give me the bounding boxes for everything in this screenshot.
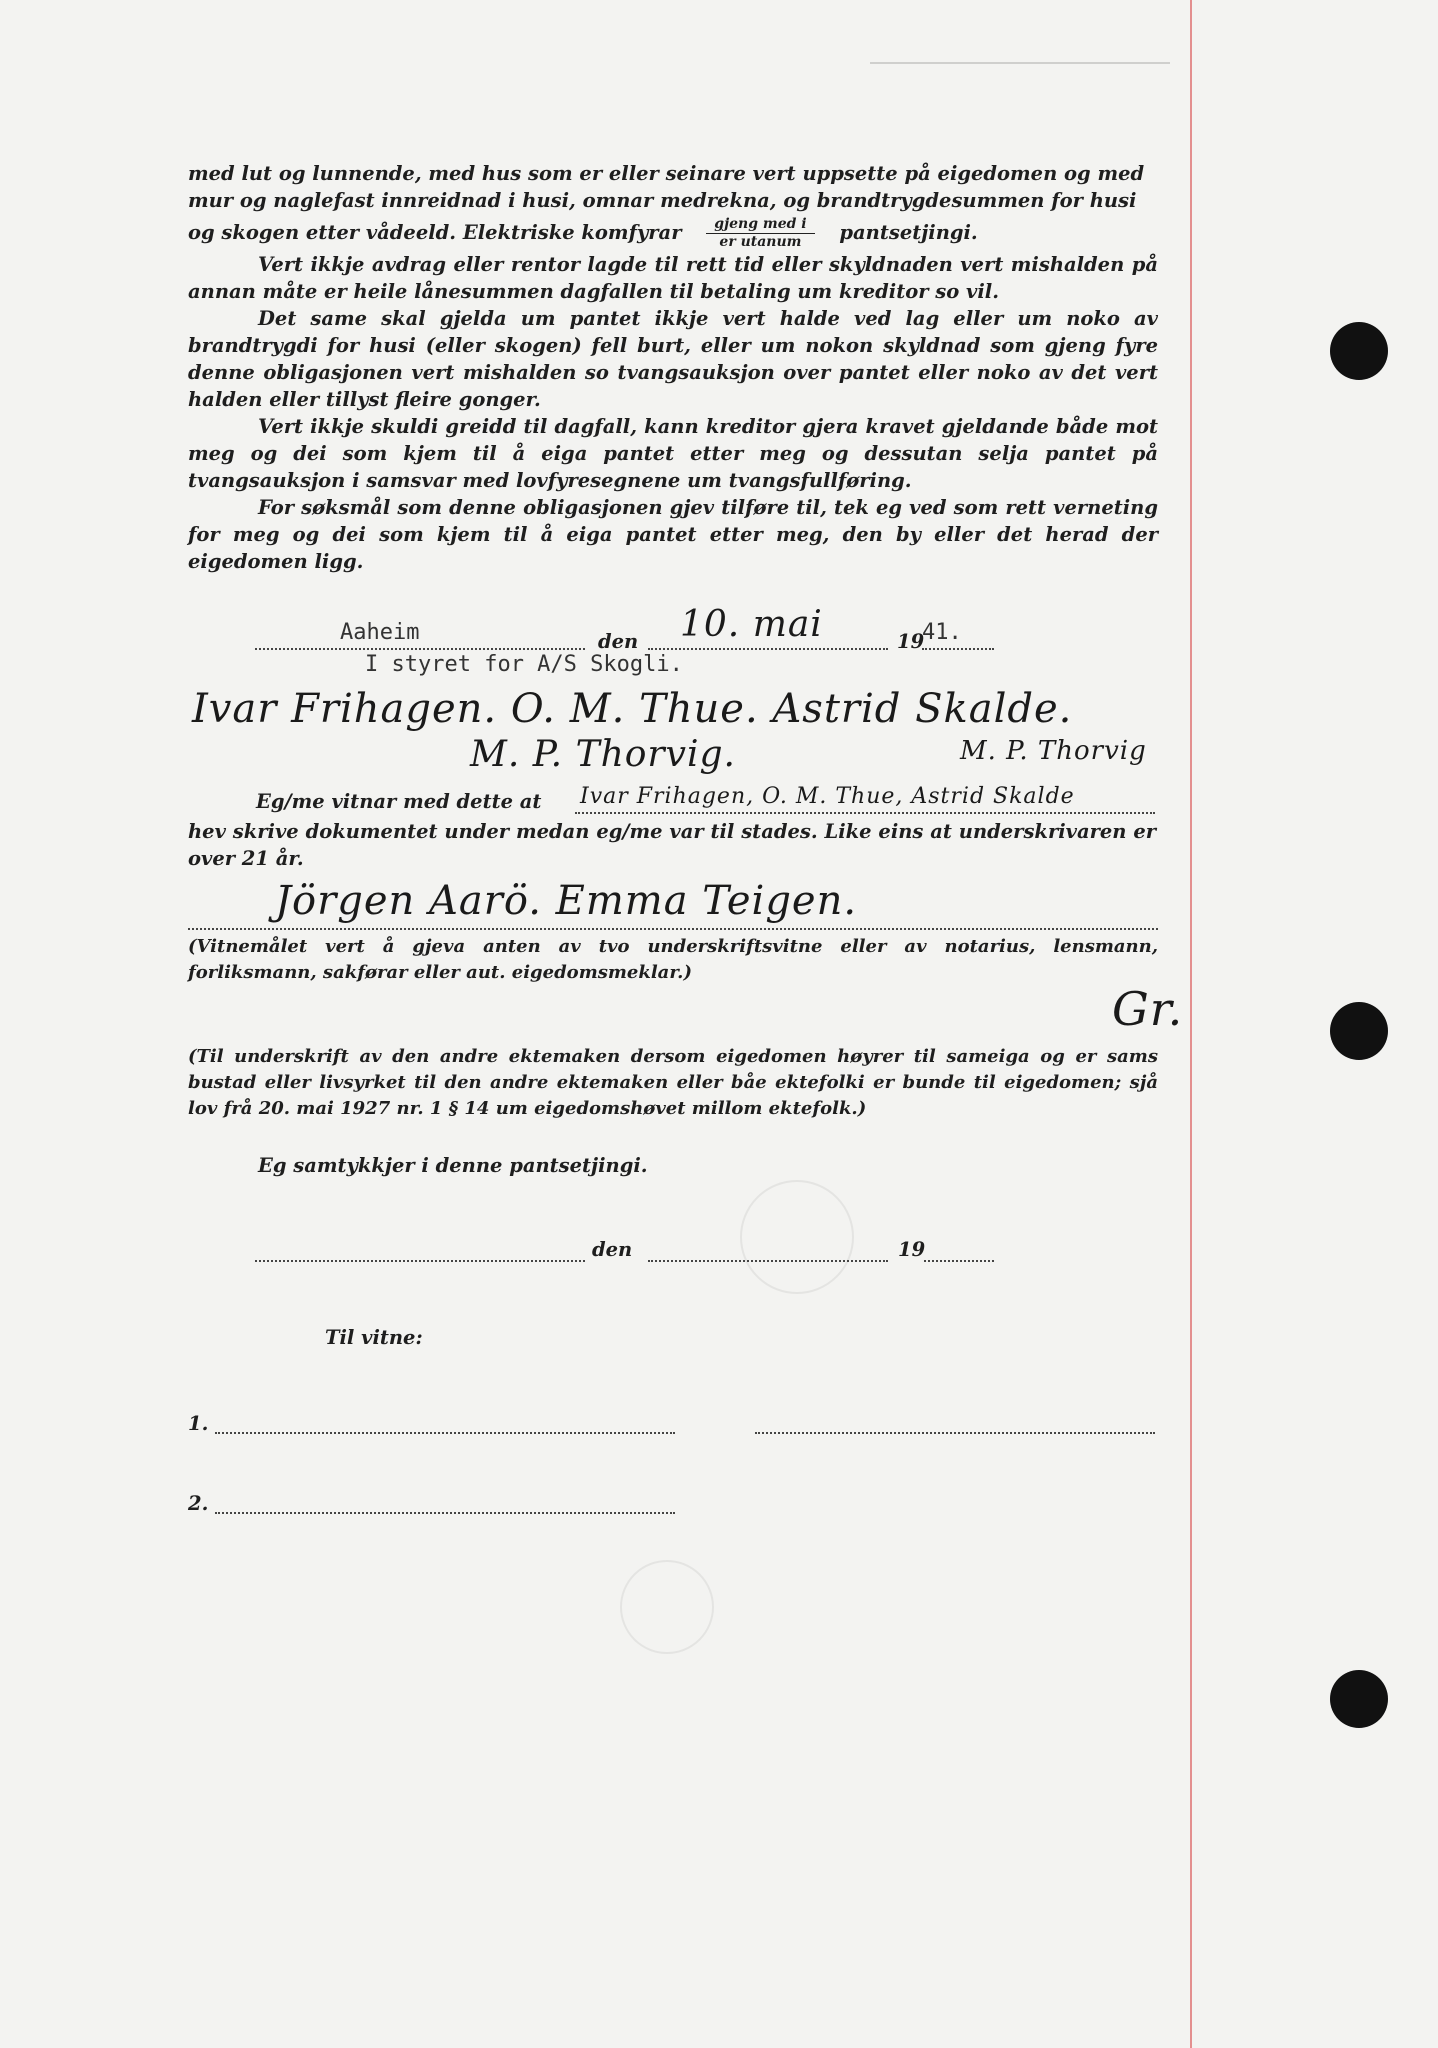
place-dotted-line — [255, 648, 585, 650]
witness-item-1-line-left — [215, 1432, 675, 1434]
witness-item-1-line-right — [755, 1432, 1155, 1434]
year-dotted-line — [922, 648, 994, 650]
year-prefix: 19 — [897, 630, 925, 653]
witness-text-start: Eg/me vitnar med dette at — [256, 790, 542, 813]
year-suffix: 41. — [922, 620, 962, 645]
consent-place-dotted-line — [255, 1260, 585, 1262]
spouse-note: (Til underskrift av den andre ektemaken dersom eigedomen høyrer til sameiga og er sams bustad eller livsyrket til den andre ektemaken eller båe ektefolki er bunde til eigedomen; sjå lov frå 20. mai 1927 nr. 1 § 14 um eigedomshøvet millom ektefolk.) — [188, 1046, 1158, 1119]
witness-item-1-number: 1. — [188, 1412, 209, 1435]
document-body — [188, 160, 1158, 575]
ghost-stamp-2 — [620, 1560, 714, 1654]
fraction-top: gjeng med i — [706, 216, 814, 234]
paragraph-default: Vert ikkje avdrag eller rentor lagde til rett tid eller skyldnaden vert mishalden på annan måte er heile lånesummen dagfallen til betaling um kreditor so vil. — [188, 253, 1158, 303]
paragraph-insurance: Det same skal gjelda um pantet ikkje vert halde ved lag eller um noko av brandtrygdi for husi (eller skogen) fell burt, eller um nokon skyldnad som gjeng fyre denne obligasjonen vert mishalden so tvangsauksjon over pantet eller noko av det vert halden eller tillyst fleire gonger. — [188, 307, 1158, 411]
witness-text-rest-block — [188, 818, 1156, 872]
body-line-2: mur og naglefast innreidnad i husi, omnar medrekna, og brandtrygdesummen for husi — [188, 189, 1137, 212]
witness-text-rest: hev skrive dokumentet under medan eg/me var til stades. Like eins at underskrivaren er over 21 år. — [188, 820, 1156, 870]
fraction-bottom: er utanum — [719, 234, 802, 250]
paragraph-collection: Vert ikkje skuldi greidd til dagfall, kann kreditor gjera kravet gjeldande både mot meg og dei som kjem til å eiga pantet etter meg og dessutan selja pantet på tvangsauksjon i samsvar med lovfyresegnene um tvangsfullføring. — [188, 415, 1158, 492]
faint-header-mark — [870, 62, 1170, 70]
witness-note: (Vitnemålet vert å gjeva anten av tvo underskriftsvitne eller av notarius, lensmann, forliksmann, sakførar eller aut. eigedomsmeklar.) — [188, 936, 1158, 983]
den-label: den — [598, 630, 639, 653]
punch-hole-middle — [1330, 1002, 1388, 1060]
witness-signature-dotted-line — [188, 928, 1158, 930]
signature-line-2: M. P. Thorvig. — [470, 734, 736, 775]
witness-dotted-line — [575, 812, 1155, 814]
consent-year-dotted-line — [924, 1260, 994, 1262]
consent-text: Eg samtykkjer i denne pantsetjingi. — [258, 1154, 648, 1177]
witness-item-2-line-left — [215, 1512, 675, 1514]
punch-hole-bottom — [1330, 1670, 1388, 1728]
body-line-3 — [188, 216, 1158, 251]
paragraph-venue: For søksmål som denne obligasjonen gjev tilføre til, tek eg ved som rett verneting for meg og dei som kjem til å eiga pantet etter meg, den by eller det herad der eigedomen ligg. — [188, 496, 1158, 573]
place-typed: Aaheim — [340, 620, 420, 645]
option-fraction — [706, 216, 814, 251]
body-line-3-start: og skogen etter vådeeld. Elektriske komfyrar — [188, 221, 682, 244]
body-line-1: med lut og lunnende, med hus som er eller seinare vert uppsette på eigedomen og med — [188, 162, 1145, 185]
date-handwritten: 10. mai — [680, 604, 823, 645]
initials-mark: Gr. — [1112, 982, 1184, 1036]
til-vitne-label: Til vitne: — [325, 1326, 423, 1349]
date-dotted-line — [648, 648, 888, 650]
red-margin-line — [1190, 0, 1192, 2048]
ghost-stamp-1 — [740, 1180, 854, 1294]
signature-line-1: Ivar Frihagen. O. M. Thue. Astrid Skalde. — [192, 686, 1073, 732]
consent-date-dotted-line — [648, 1260, 888, 1262]
consent-den-label: den — [592, 1238, 633, 1261]
body-line-3-end: pantsetjingi. — [839, 221, 978, 244]
consent-year-prefix: 19 — [898, 1238, 926, 1261]
punch-hole-top — [1330, 322, 1388, 380]
witness-note-block — [188, 934, 1158, 986]
witness-names-handwritten: Ivar Frihagen, O. M. Thue, Astrid Skalde — [580, 784, 1075, 809]
signature-line-2b: M. P. Thorvig — [960, 736, 1147, 766]
witness-signatures: Jörgen Aarö. Emma Teigen. — [275, 878, 858, 924]
spouse-note-block — [188, 1044, 1158, 1122]
board-typed-line: I styret for A/S Skogli. — [365, 652, 683, 677]
witness-item-2-number: 2. — [188, 1492, 209, 1515]
